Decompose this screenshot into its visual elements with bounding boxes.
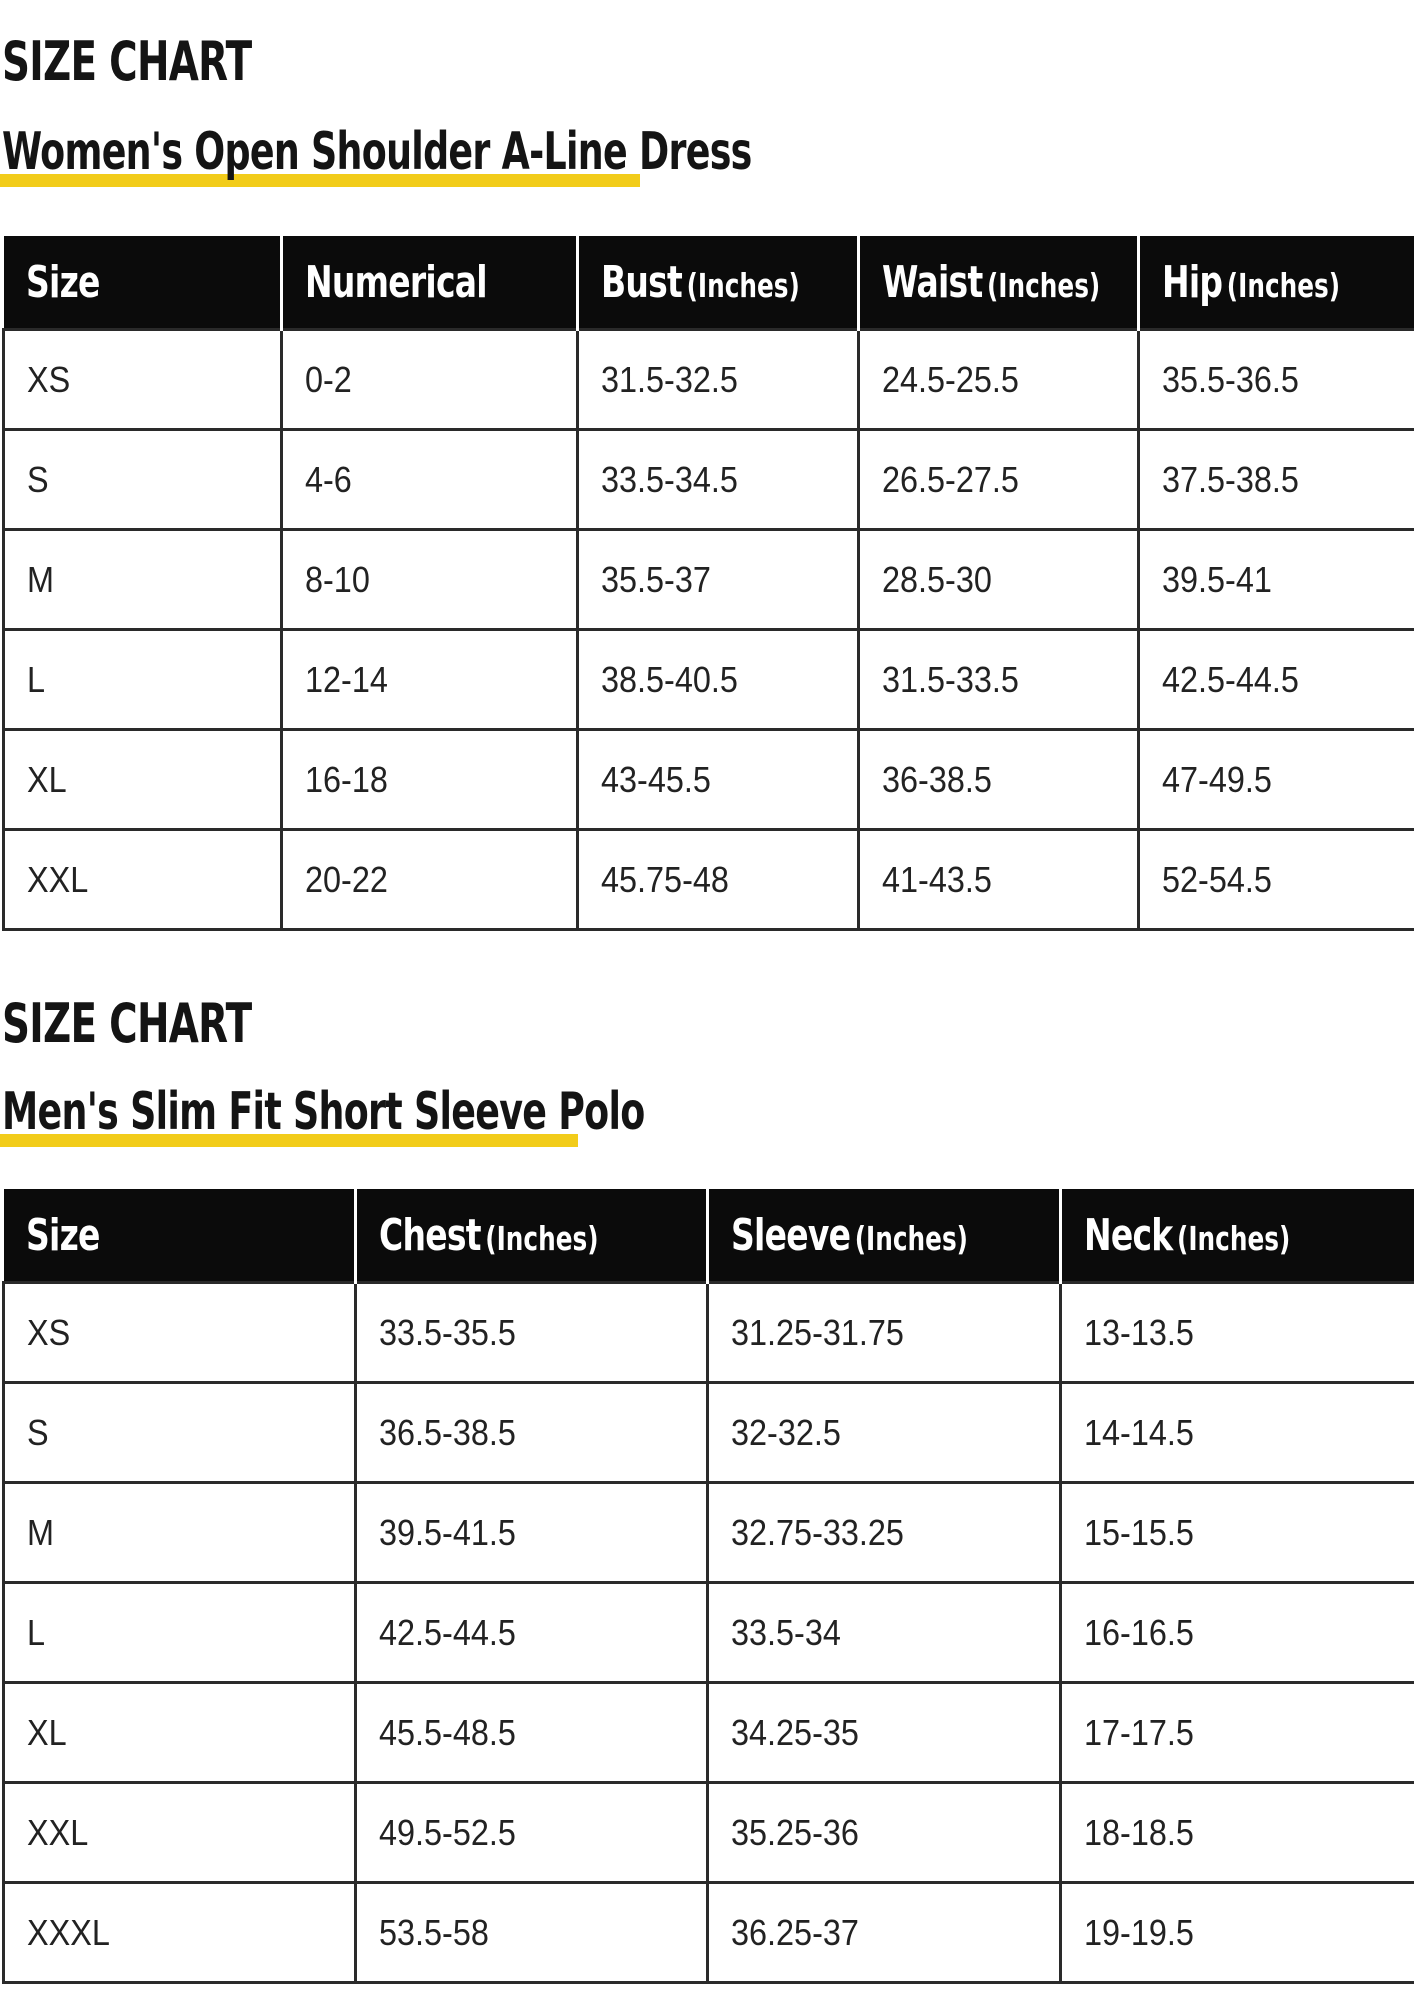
measurement-cell: [708, 1383, 1061, 1483]
column-header-label: Bust: [601, 256, 683, 308]
measurement-cell: [578, 330, 859, 430]
table-header: [4, 1189, 1414, 1283]
cell-value: 39.5-41.5: [379, 1511, 516, 1553]
table-row: [4, 1283, 1414, 1383]
measurement-cell: [282, 730, 578, 830]
cell-value: 28.5-30: [882, 558, 992, 600]
cell-value: 36.25-37: [731, 1911, 859, 1953]
measurement-cell: [1061, 1483, 1414, 1583]
measurement-cell: [708, 1883, 1061, 1983]
column-header: [4, 1189, 356, 1283]
table-row: [4, 1483, 1414, 1583]
measurement-cell: [1061, 1583, 1414, 1683]
cell-value: XS: [27, 358, 71, 400]
measurement-cell: [708, 1783, 1061, 1883]
column-header: [356, 1189, 708, 1283]
cell-value: 35.5-37: [601, 558, 711, 600]
column-header-text: [882, 257, 1100, 308]
column-header-text: [1084, 1210, 1290, 1261]
column-header: [708, 1189, 1061, 1283]
cell-value: 38.5-40.5: [601, 658, 738, 700]
measurement-cell: [859, 530, 1139, 630]
size-chart-heading: SIZE CHART: [2, 30, 252, 93]
measurement-cell: [356, 1583, 708, 1683]
women-size-table: [2, 236, 1414, 931]
measurement-cell: [1061, 1783, 1414, 1883]
cell-value: 43-45.5: [601, 758, 711, 800]
measurement-cell: [1139, 330, 1414, 430]
table-row: [4, 1383, 1414, 1483]
column-header-text: [731, 1210, 968, 1261]
size-label-cell: [4, 1483, 356, 1583]
cell-value: 36-38.5: [882, 758, 992, 800]
measurement-cell: [859, 330, 1139, 430]
size-label-cell: [4, 830, 282, 930]
measurement-cell: [1061, 1683, 1414, 1783]
column-header-label: Sleeve: [731, 1209, 851, 1261]
cell-value: L: [27, 1611, 46, 1653]
measurement-cell: [282, 530, 578, 630]
table-header-row: [4, 236, 1414, 330]
table-row: [4, 1583, 1414, 1683]
cell-value: 42.5-44.5: [1162, 658, 1299, 700]
cell-value: 45.5-48.5: [379, 1711, 516, 1753]
measurement-cell: [282, 830, 578, 930]
column-header: [282, 236, 578, 330]
cell-value: 39.5-41: [1162, 558, 1272, 600]
cell-value: XL: [27, 1711, 67, 1753]
size-label-cell: [4, 430, 282, 530]
measurement-cell: [708, 1283, 1061, 1383]
table-row: [4, 730, 1414, 830]
cell-value: 16-18: [305, 758, 388, 800]
measurement-cell: [859, 830, 1139, 930]
table-row: [4, 430, 1414, 530]
table-header-row: [4, 1189, 1414, 1283]
cell-value: XS: [27, 1311, 71, 1353]
measurement-cell: [708, 1583, 1061, 1683]
cell-value: S: [27, 458, 49, 500]
measurement-cell: [859, 630, 1139, 730]
size-label-cell: [4, 1383, 356, 1483]
table-row: [4, 630, 1414, 730]
column-header-unit: (Inches): [1177, 1218, 1291, 1258]
column-header: [4, 236, 282, 330]
column-header-unit: (Inches): [986, 265, 1101, 305]
size-label-cell: [4, 630, 282, 730]
measurement-cell: [1061, 1383, 1414, 1483]
measurement-cell: [356, 1283, 708, 1383]
table-row: [4, 530, 1414, 630]
table-body: [4, 1283, 1414, 1983]
column-header-unit: (Inches): [485, 1218, 599, 1258]
size-label-cell: [4, 730, 282, 830]
cell-value: 13-13.5: [1084, 1311, 1194, 1353]
column-header-unit: (Inches): [854, 1218, 968, 1258]
column-header-label: Hip: [1162, 256, 1223, 308]
measurement-cell: [578, 530, 859, 630]
cell-value: 33.5-34: [731, 1611, 841, 1653]
column-header-text: [305, 257, 487, 308]
cell-value: 35.25-36: [731, 1811, 859, 1853]
table-row: [4, 1783, 1414, 1883]
measurement-cell: [578, 830, 859, 930]
table-row: [4, 1683, 1414, 1783]
size-label-cell: [4, 1583, 356, 1683]
cell-value: 31.5-32.5: [601, 358, 738, 400]
men-size-table: [2, 1189, 1414, 1984]
size-label-cell: [4, 1783, 356, 1883]
measurement-cell: [282, 430, 578, 530]
measurement-cell: [578, 730, 859, 830]
cell-value: 8-10: [305, 558, 370, 600]
column-header-unit: (Inches): [686, 265, 800, 305]
column-header-text: [26, 1210, 100, 1261]
measurement-cell: [356, 1483, 708, 1583]
cell-value: 32.75-33.25: [731, 1511, 904, 1553]
measurement-cell: [356, 1683, 708, 1783]
table-row: [4, 330, 1414, 430]
table-header: [4, 236, 1414, 330]
cell-value: M: [27, 1511, 54, 1553]
cell-value: 15-15.5: [1084, 1511, 1194, 1553]
measurement-cell: [356, 1783, 708, 1883]
cell-value: XXL: [27, 858, 89, 900]
cell-value: XXL: [27, 1811, 89, 1853]
table-body: [4, 330, 1414, 930]
measurement-cell: [1139, 430, 1414, 530]
cell-value: 49.5-52.5: [379, 1811, 516, 1853]
measurement-cell: [859, 430, 1139, 530]
measurement-cell: [578, 630, 859, 730]
column-header-label: Neck: [1084, 1209, 1173, 1261]
cell-value: 17-17.5: [1084, 1711, 1194, 1753]
cell-value: 35.5-36.5: [1162, 358, 1299, 400]
size-label-cell: [4, 1683, 356, 1783]
table-row: [4, 1883, 1414, 1983]
cell-value: 31.5-33.5: [882, 658, 1019, 700]
measurement-cell: [1139, 730, 1414, 830]
column-header-label: Chest: [379, 1209, 481, 1261]
cell-value: 42.5-44.5: [379, 1611, 516, 1653]
cell-value: 4-6: [305, 458, 352, 500]
cell-value: 26.5-27.5: [882, 458, 1019, 500]
cell-value: 32-32.5: [731, 1411, 841, 1453]
column-header-text: [26, 257, 100, 308]
cell-value: XL: [27, 758, 67, 800]
column-header: [1061, 1189, 1414, 1283]
column-header: [1139, 236, 1414, 330]
column-header-text: [379, 1210, 599, 1261]
column-header-label: Size: [25, 256, 100, 308]
size-label-cell: [4, 1883, 356, 1983]
measurement-cell: [1139, 530, 1414, 630]
column-header-unit: (Inches): [1226, 265, 1341, 305]
column-header-label: Numerical: [305, 256, 487, 308]
measurement-cell: [356, 1883, 708, 1983]
measurement-cell: [1139, 830, 1414, 930]
cell-value: 18-18.5: [1084, 1811, 1194, 1853]
measurement-cell: [1139, 630, 1414, 730]
cell-value: 37.5-38.5: [1162, 458, 1299, 500]
cell-value: 45.75-48: [601, 858, 729, 900]
measurement-cell: [859, 730, 1139, 830]
column-header: [578, 236, 859, 330]
cell-value: 19-19.5: [1084, 1911, 1194, 1953]
cell-value: 53.5-58: [379, 1911, 489, 1953]
table-row: [4, 830, 1414, 930]
product-title: Men's Slim Fit Short Sleeve Polo: [2, 1082, 645, 1142]
cell-value: M: [27, 558, 54, 600]
cell-value: 33.5-35.5: [379, 1311, 516, 1353]
cell-value: 24.5-25.5: [882, 358, 1019, 400]
size-chart-heading: SIZE CHART: [2, 992, 252, 1055]
cell-value: 33.5-34.5: [601, 458, 738, 500]
measurement-cell: [282, 330, 578, 430]
size-label-cell: [4, 1283, 356, 1383]
product-title: Women's Open Shoulder A-Line Dress: [2, 122, 752, 182]
measurement-cell: [708, 1483, 1061, 1583]
cell-value: 0-2: [305, 358, 352, 400]
cell-value: 14-14.5: [1084, 1411, 1194, 1453]
column-header-text: [601, 257, 800, 308]
cell-value: 34.25-35: [731, 1711, 859, 1753]
size-label-cell: [4, 530, 282, 630]
measurement-cell: [578, 430, 859, 530]
column-header-label: Size: [25, 1209, 100, 1261]
measurement-cell: [708, 1683, 1061, 1783]
measurement-cell: [356, 1383, 708, 1483]
column-header: [859, 236, 1139, 330]
cell-value: 20-22: [305, 858, 388, 900]
column-header-label: Waist: [882, 256, 983, 308]
cell-value: L: [27, 658, 46, 700]
size-label-cell: [4, 330, 282, 430]
measurement-cell: [282, 630, 578, 730]
column-header-text: [1162, 257, 1340, 308]
cell-value: XXXL: [27, 1911, 110, 1953]
measurement-cell: [1061, 1283, 1414, 1383]
cell-value: 12-14: [305, 658, 388, 700]
cell-value: 31.25-31.75: [731, 1311, 904, 1353]
cell-value: 16-16.5: [1084, 1611, 1194, 1653]
cell-value: 52-54.5: [1162, 858, 1272, 900]
cell-value: 41-43.5: [882, 858, 992, 900]
cell-value: 36.5-38.5: [379, 1411, 516, 1453]
cell-value: 47-49.5: [1162, 758, 1272, 800]
measurement-cell: [1061, 1883, 1414, 1983]
cell-value: S: [27, 1411, 49, 1453]
